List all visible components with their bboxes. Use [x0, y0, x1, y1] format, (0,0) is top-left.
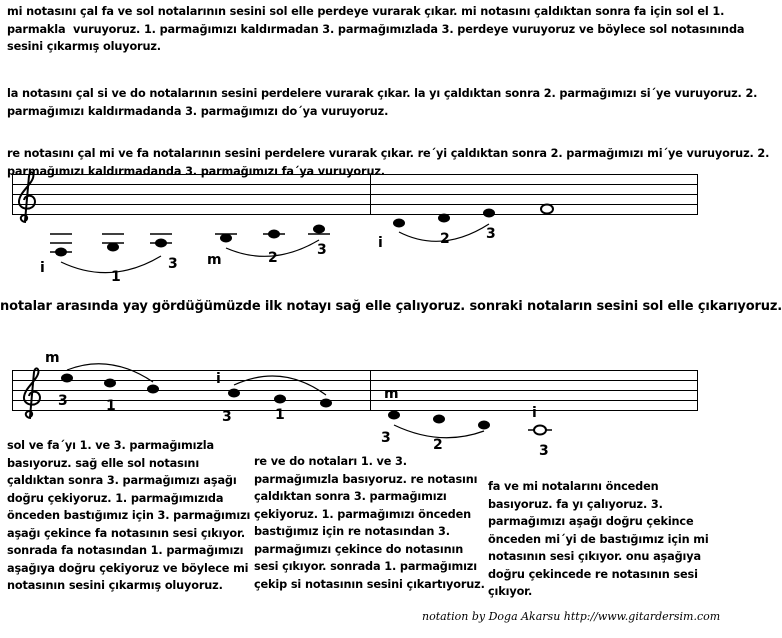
- fingering-s2-9: 2: [433, 437, 443, 453]
- note-mi: [438, 214, 450, 223]
- explanation-col-3: fa ve mi notalarını önceden basıyoruz. fa yı çalıyoruz. 3. parmağımızı aşağı doğru çekince önceden mi´yi de bastığımız için mi notasının sesi çıkıyor. onu aşağıya doğru çekincede re notasının sesi çıkıyor.: [488, 480, 709, 598]
- note-do-low: [313, 225, 325, 234]
- note-re-mid: [228, 389, 240, 398]
- fingering-s2-2: 3: [58, 393, 68, 409]
- fingering-s2-7: m: [384, 386, 399, 402]
- fingering-s2-5: 3: [222, 409, 232, 425]
- note-sol-low: [155, 239, 167, 248]
- note-do-mid: [274, 395, 286, 404]
- note-mi-high: [147, 385, 159, 394]
- fingering-s2-8: 3: [381, 430, 391, 446]
- slur-rule-sentence: notalar arasında yay gördüğümüzde ilk notayı sağ elle çalıyoruz. sonraki notaların sesini sol elle çıkarıyoruz.: [0, 299, 782, 314]
- fingering-s2-4: i: [216, 371, 221, 387]
- credit-line: notation by Doga Akarsu http://www.gitardersim.com: [422, 610, 721, 623]
- fingering-2: 1: [111, 269, 121, 285]
- paragraph-re-mi-fa: re notasını çal mi ve fa notalarının sesini perdelere vurarak çıkar. re´yi çaldıktan sonra 2. parmağımızı mi´ye vuruyoruz. 2. parmağımızı kaldırmadanda 3. parmağımızı fa´ya vuruyoruz.: [7, 147, 770, 178]
- note-si-mid: [320, 399, 332, 408]
- fingering-7: i: [378, 235, 383, 251]
- note-fa-mid: [388, 411, 400, 420]
- note-si-open: [534, 426, 546, 435]
- fingering-6: 3: [317, 242, 327, 258]
- note-fa-high: [104, 379, 116, 388]
- fingering-8: 2: [440, 231, 450, 247]
- staff-1: [0, 170, 700, 285]
- explanation-col-1: sol ve fa´yı 1. ve 3. parmağımızla basıyoruz. sağ elle sol notasını çaldıktan sonra 3. parmağımızı aşağı doğru çekiyoruz. 1. parmağımızıda önceden bastığımız için 3. parmağımızı aşağı çekince fa notasının sesi çıkıyor. sonrada fa notasından 1. parmağımızı aşağıya doğru çekiyoruz ve böylece mi notasının sesini çıkarmış oluyoruz.: [7, 439, 251, 592]
- note-re-low2: [478, 421, 490, 430]
- note-sol-open: [541, 205, 553, 214]
- note-si-low: [268, 230, 280, 239]
- fingering-s2-11: 3: [539, 443, 549, 459]
- note-re: [393, 219, 405, 228]
- paragraph-la-si-do: la notasını çal si ve do notalarının sesini perdelere vurarak çıkar. la yı çaldıktan sonra 2. parmağımızı si´ye vuruyoruz. 2. parmağımızı kaldırmadanda 3. parmağımızı do´ya vuruyoruz.: [7, 87, 758, 118]
- note-fa-low: [107, 243, 119, 252]
- fingering-s2-10: i: [532, 405, 537, 421]
- fingering-4: m: [207, 252, 222, 268]
- fingering-s2-3: 1: [106, 398, 116, 414]
- fingering-s2-6: 1: [275, 407, 285, 423]
- explanation-col-2: re ve do notaları 1. ve 3. parmağımızla basıyoruz. re notasını çaldıktan sonra 3. parmağımızı çekiyoruz. 1. parmağımızı önceden bastığımız için re notasından 3. parmağımızı çekince do notasının sesi çıkıyor. sonrada 1. parmağımızı çekip si notasının sesini çıkartıyoruz.: [254, 455, 485, 591]
- note-mi-low: [55, 248, 67, 257]
- note-mi-mid: [433, 415, 445, 424]
- fingering-9: 3: [486, 226, 496, 242]
- note-fa: [483, 209, 495, 218]
- staff-1-lines: [12, 174, 698, 215]
- fingering-s2-1: m: [45, 350, 60, 366]
- fingering-5: 2: [268, 250, 278, 266]
- fingering-3: 3: [168, 256, 178, 272]
- note-la-low: [220, 234, 232, 243]
- fingering-1: i: [40, 260, 45, 276]
- note-sol-high: [61, 374, 73, 383]
- paragraph-mi-fa-sol: mi notasını çal fa ve sol notalarının sesini sol elle perdeye vurarak çıkar. mi notasını çaldıktan sonra fa için sol el 1. parmakla vuruyoruz. 1. parmağımızı kaldırmadan 3. parmağımızlada 3. perdeye vuruyoruz ve böylece sol notasınında sesini çıkarmış oluyoruz.: [7, 5, 745, 53]
